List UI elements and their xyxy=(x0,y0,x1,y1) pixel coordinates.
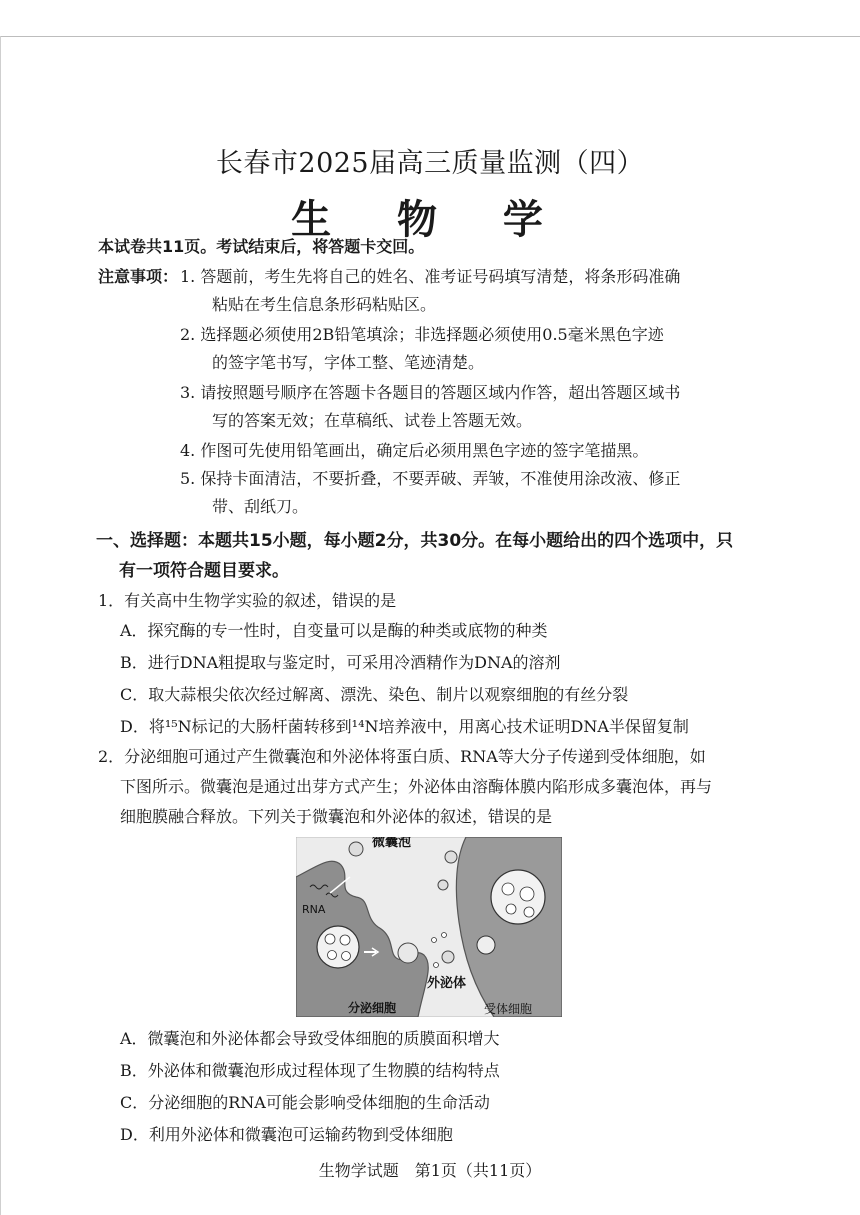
endocytosed-vesicle xyxy=(477,936,495,954)
page-footer: 生物学试题 第1页（共11页） xyxy=(318,1161,542,1180)
free-vesicle-top xyxy=(445,851,457,863)
intro-text: 本试卷共11页。考试结束后，将答题卡交回。 xyxy=(98,237,425,256)
page-top-border xyxy=(0,36,860,37)
q2-option-d: D．利用外泌体和微囊泡可运输药物到受体细胞 xyxy=(120,1125,453,1144)
exosome-dot-3 xyxy=(434,963,439,968)
q1-option-d: D．将¹⁵N标记的大肠杆菌转移到¹⁴N培养液中，用离心技术证明DNA半保留复制 xyxy=(120,717,689,736)
multivesicular-body xyxy=(317,926,359,968)
notice-item-5-line-1: 5. 保持卡面清洁，不要折叠，不要弄破、弄皱，不准使用涂改液、修正 xyxy=(180,469,681,488)
notice-item-3-line-1: 3. 请按照题号顺序在答题卡各题目的答题区域内作答，超出答题区域书 xyxy=(180,383,681,402)
free-microvesicle xyxy=(349,842,363,856)
notice-item-1-line-1: 1. 答题前，考生先将自己的姓名、准考证号码填写清楚，将条形码准确 xyxy=(180,267,681,286)
diagram-svg xyxy=(296,837,562,1017)
exosome-dot-1 xyxy=(432,938,437,943)
cell-vesicle-diagram xyxy=(296,837,562,1017)
q2-stem-line-3: 细胞膜融合释放。下列关于微囊泡和外泌体的叙述，错误的是 xyxy=(120,807,553,826)
q1-option-b: B．进行DNA粗提取与鉴定时，可采用冷酒精作为DNA的溶剂 xyxy=(120,653,561,672)
q2-option-b: B．外泌体和微囊泡形成过程体现了生物膜的结构特点 xyxy=(120,1061,500,1080)
label-exosome: 外泌体 xyxy=(427,976,467,991)
notice-label: 注意事项： xyxy=(98,267,179,286)
q2-option-a: A．微囊泡和外泌体都会导致受体细胞的质膜面积增大 xyxy=(120,1029,500,1048)
free-vesicle-middle xyxy=(438,880,448,890)
label-microvesicle: 微囊泡 xyxy=(372,837,412,850)
subject-title: 生 物 学 xyxy=(291,196,569,243)
notice-item-1-line-2: 粘贴在考生信息条形码粘贴区。 xyxy=(212,295,437,314)
notice-item-4: 4. 作图可先使用铅笔画出，确定后必须用黑色字迹的签字笔描黑。 xyxy=(180,441,649,460)
q1-option-c: C．取大蒜根尖依次经过解离、漂洗、染色、制片以观察细胞的有丝分裂 xyxy=(120,685,629,704)
exam-title: 长春市2025届高三质量监测（四） xyxy=(215,148,645,179)
notice-item-2-line-1: 2. 选择题必须使用2B铅笔填涂；非选择题必须使用0.5毫米黑色字迹 xyxy=(180,325,664,344)
label-rna: RNA xyxy=(302,903,326,916)
receptor-multivesicular-body xyxy=(491,870,545,924)
section-heading-line-2: 有一项符合题目要求。 xyxy=(119,561,289,581)
free-vesicle-lower xyxy=(442,951,454,963)
notice-item-2-line-2: 的签字笔书写，字体工整、笔迹清楚。 xyxy=(212,353,485,372)
q2-stem-line-1: 2．分泌细胞可通过产生微囊泡和外泌体将蛋白质、RNA等大分子传递到受体细胞，如 xyxy=(98,747,706,766)
section-heading-line-1: 一、选择题：本题共15小题，每小题2分，共30分。在每小题给出的四个选项中，只 xyxy=(96,531,734,551)
q1-option-a: A．探究酶的专一性时，自变量可以是酶的种类或底物的种类 xyxy=(120,621,548,640)
q2-stem-line-2: 下图所示。微囊泡是通过出芽方式产生；外泌体由溶酶体膜内陷形成多囊泡体，再与 xyxy=(120,777,713,796)
budding-microvesicle xyxy=(398,943,418,963)
q2-option-c: C．分泌细胞的RNA可能会影响受体细胞的生命活动 xyxy=(120,1093,490,1112)
label-secretory-cell: 分泌细胞 xyxy=(348,1001,397,1015)
notice-item-5-line-2: 带、刮纸刀。 xyxy=(212,497,309,516)
q1-stem: 1．有关高中生物学实验的叙述，错误的是 xyxy=(98,591,397,610)
exosome-dot-2 xyxy=(442,933,447,938)
label-receptor-cell: 受体细胞 xyxy=(484,1002,533,1016)
notice-item-3-line-2: 写的答案无效；在草稿纸、试卷上答题无效。 xyxy=(212,411,533,430)
